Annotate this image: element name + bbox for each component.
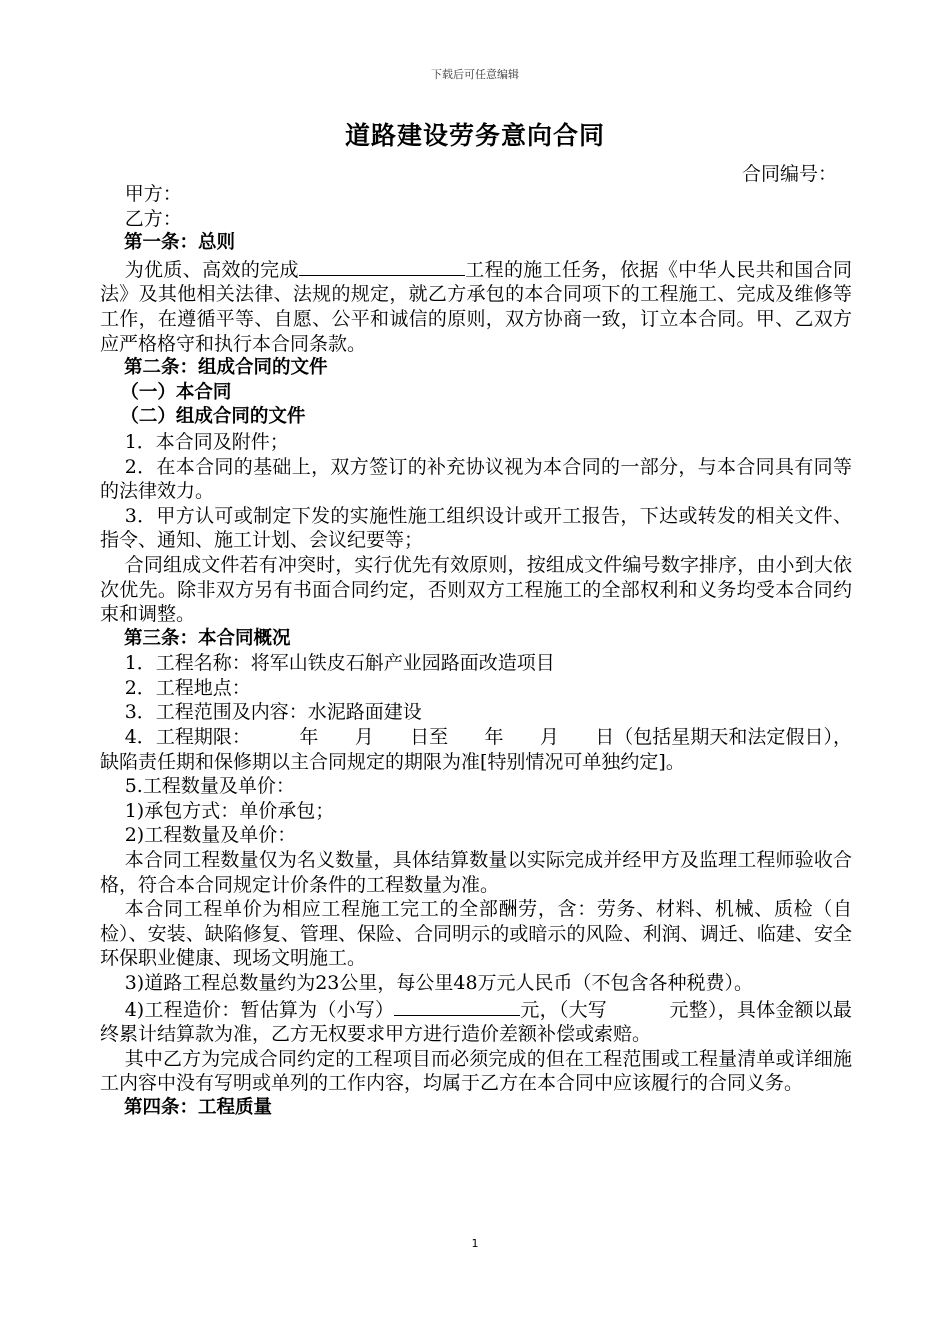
header-note: 下载后可任意编辑 [431, 68, 519, 81]
section-3-price-note: 本合同工程单价为相应工程施工完工的全部酬劳，含：劳务、材料、机械、质检（自检）、安装、缺陷修复、管理、保险、合同明示的或暗示的风险、利润、调迁、临建、安全环保职业健康、现场文明施工。 [100, 898, 852, 970]
section-2-item-2: 2．在本合同的基础上，双方签订的补充协议视为本合同的一部分，与本合同具有同等的法律效力。 [100, 455, 852, 503]
project-name-blank [299, 256, 465, 276]
section-2-sub-2: （二）组成合同的文件 [120, 406, 306, 428]
section-3-sub-2: 2)工程数量及单价： [124, 824, 297, 847]
section-3-item-1: 1．工程名称：将军山铁皮石斛产业园路面改造项目 [124, 652, 555, 675]
section-3-item-2: 2．工程地点： [124, 676, 251, 699]
cost-text-before-blank: 4)工程造价：暂估算为（小写） [124, 998, 395, 1021]
section-1-paragraph [100, 256, 852, 356]
section-3-sub-4 [100, 996, 852, 1047]
contract-number-label: 合同编号： [742, 163, 838, 185]
section-3-extra-note: 其中乙方为完成合同约定的工程项目而必须完成的但在工程范围或工程量清单或详细施工内容中没有写明或单列的工作内容，均属于乙方在本合同中应该履行的合同义务。 [100, 1047, 852, 1095]
party-b-line: 乙方： [124, 207, 182, 230]
party-a-line: 甲方： [124, 183, 182, 205]
section-1-text-before-blank: 为优质、高效的完成 [124, 258, 299, 281]
section-3-quantity-note: 本合同工程数量仅为名义数量，具体结算数量以实际完成并经甲方及监理工程师验收合格，符合本合同规定计价条件的工程数量为准。 [100, 849, 852, 896]
cost-text-after-blank: 元，（大写 元整），具体金额以最终累计结算款为准，乙方无权要求甲方进行造价差额补偿或索赔。 [100, 998, 852, 1046]
section-3-item-4: 4．工程期限： 年 月 日至 年 月 日（包括星期天和法定假日），缺陷责任期和保修期以主合同规定的期限为准[特别情况可单独约定]。 [100, 726, 852, 773]
section-2-item-3: 3．甲方认可或制定下发的实施性施工组织设计或开工报告，下达或转发的相关文件、指令、通知、施工计划、会议纪要等； [100, 504, 852, 552]
section-2-sub-1: （一）本合同 [120, 381, 232, 403]
page-number: 1 [471, 1237, 479, 1250]
section-3-sub-3: 3)道路工程总数量约为23公里，每公里48万元人民币（不包含各种税费）。 [124, 972, 754, 994]
section-1-text-after-blank: 工程的施工任务，依据《中华人民共和国合同法》及其他相关法律、法规的规定，就乙方承包的本合同项下的工程施工、完成及维修等工作，在遵循平等、自愿、公平和诚信的原则，双方协商一致，订立本合同。甲、乙双方应严格格守和执行本合同条款。 [100, 258, 852, 355]
section-3-item-5: 5.工程数量及单价： [124, 775, 295, 798]
section-3-sub-1: 1)承包方式：单价承包； [124, 799, 335, 822]
contract-body [100, 182, 852, 1121]
section-4-heading: 第四条：工程质量 [124, 1096, 273, 1118]
section-2-item-1: 1．本合同及附件； [124, 430, 289, 453]
section-3-heading: 第三条：本合同概况 [124, 627, 291, 649]
section-3-item-3: 3．工程范围及内容：水泥路面建设 [124, 701, 422, 724]
section-1-heading: 第一条：总则 [124, 232, 236, 254]
cost-amount-blank [394, 996, 520, 1016]
section-2-heading: 第二条：组成合同的文件 [124, 357, 328, 379]
section-2-conflict-rule: 合同组成文件若有冲突时，实行优先有效原则，按组成文件编号数字排序，由小到大依次优先。除非双方另有书面合同约定，否则双方工程施工的全部权利和义务均受本合同约束和调整。 [100, 553, 852, 626]
document-title: 道路建设劳务意向合同 [344, 121, 605, 150]
